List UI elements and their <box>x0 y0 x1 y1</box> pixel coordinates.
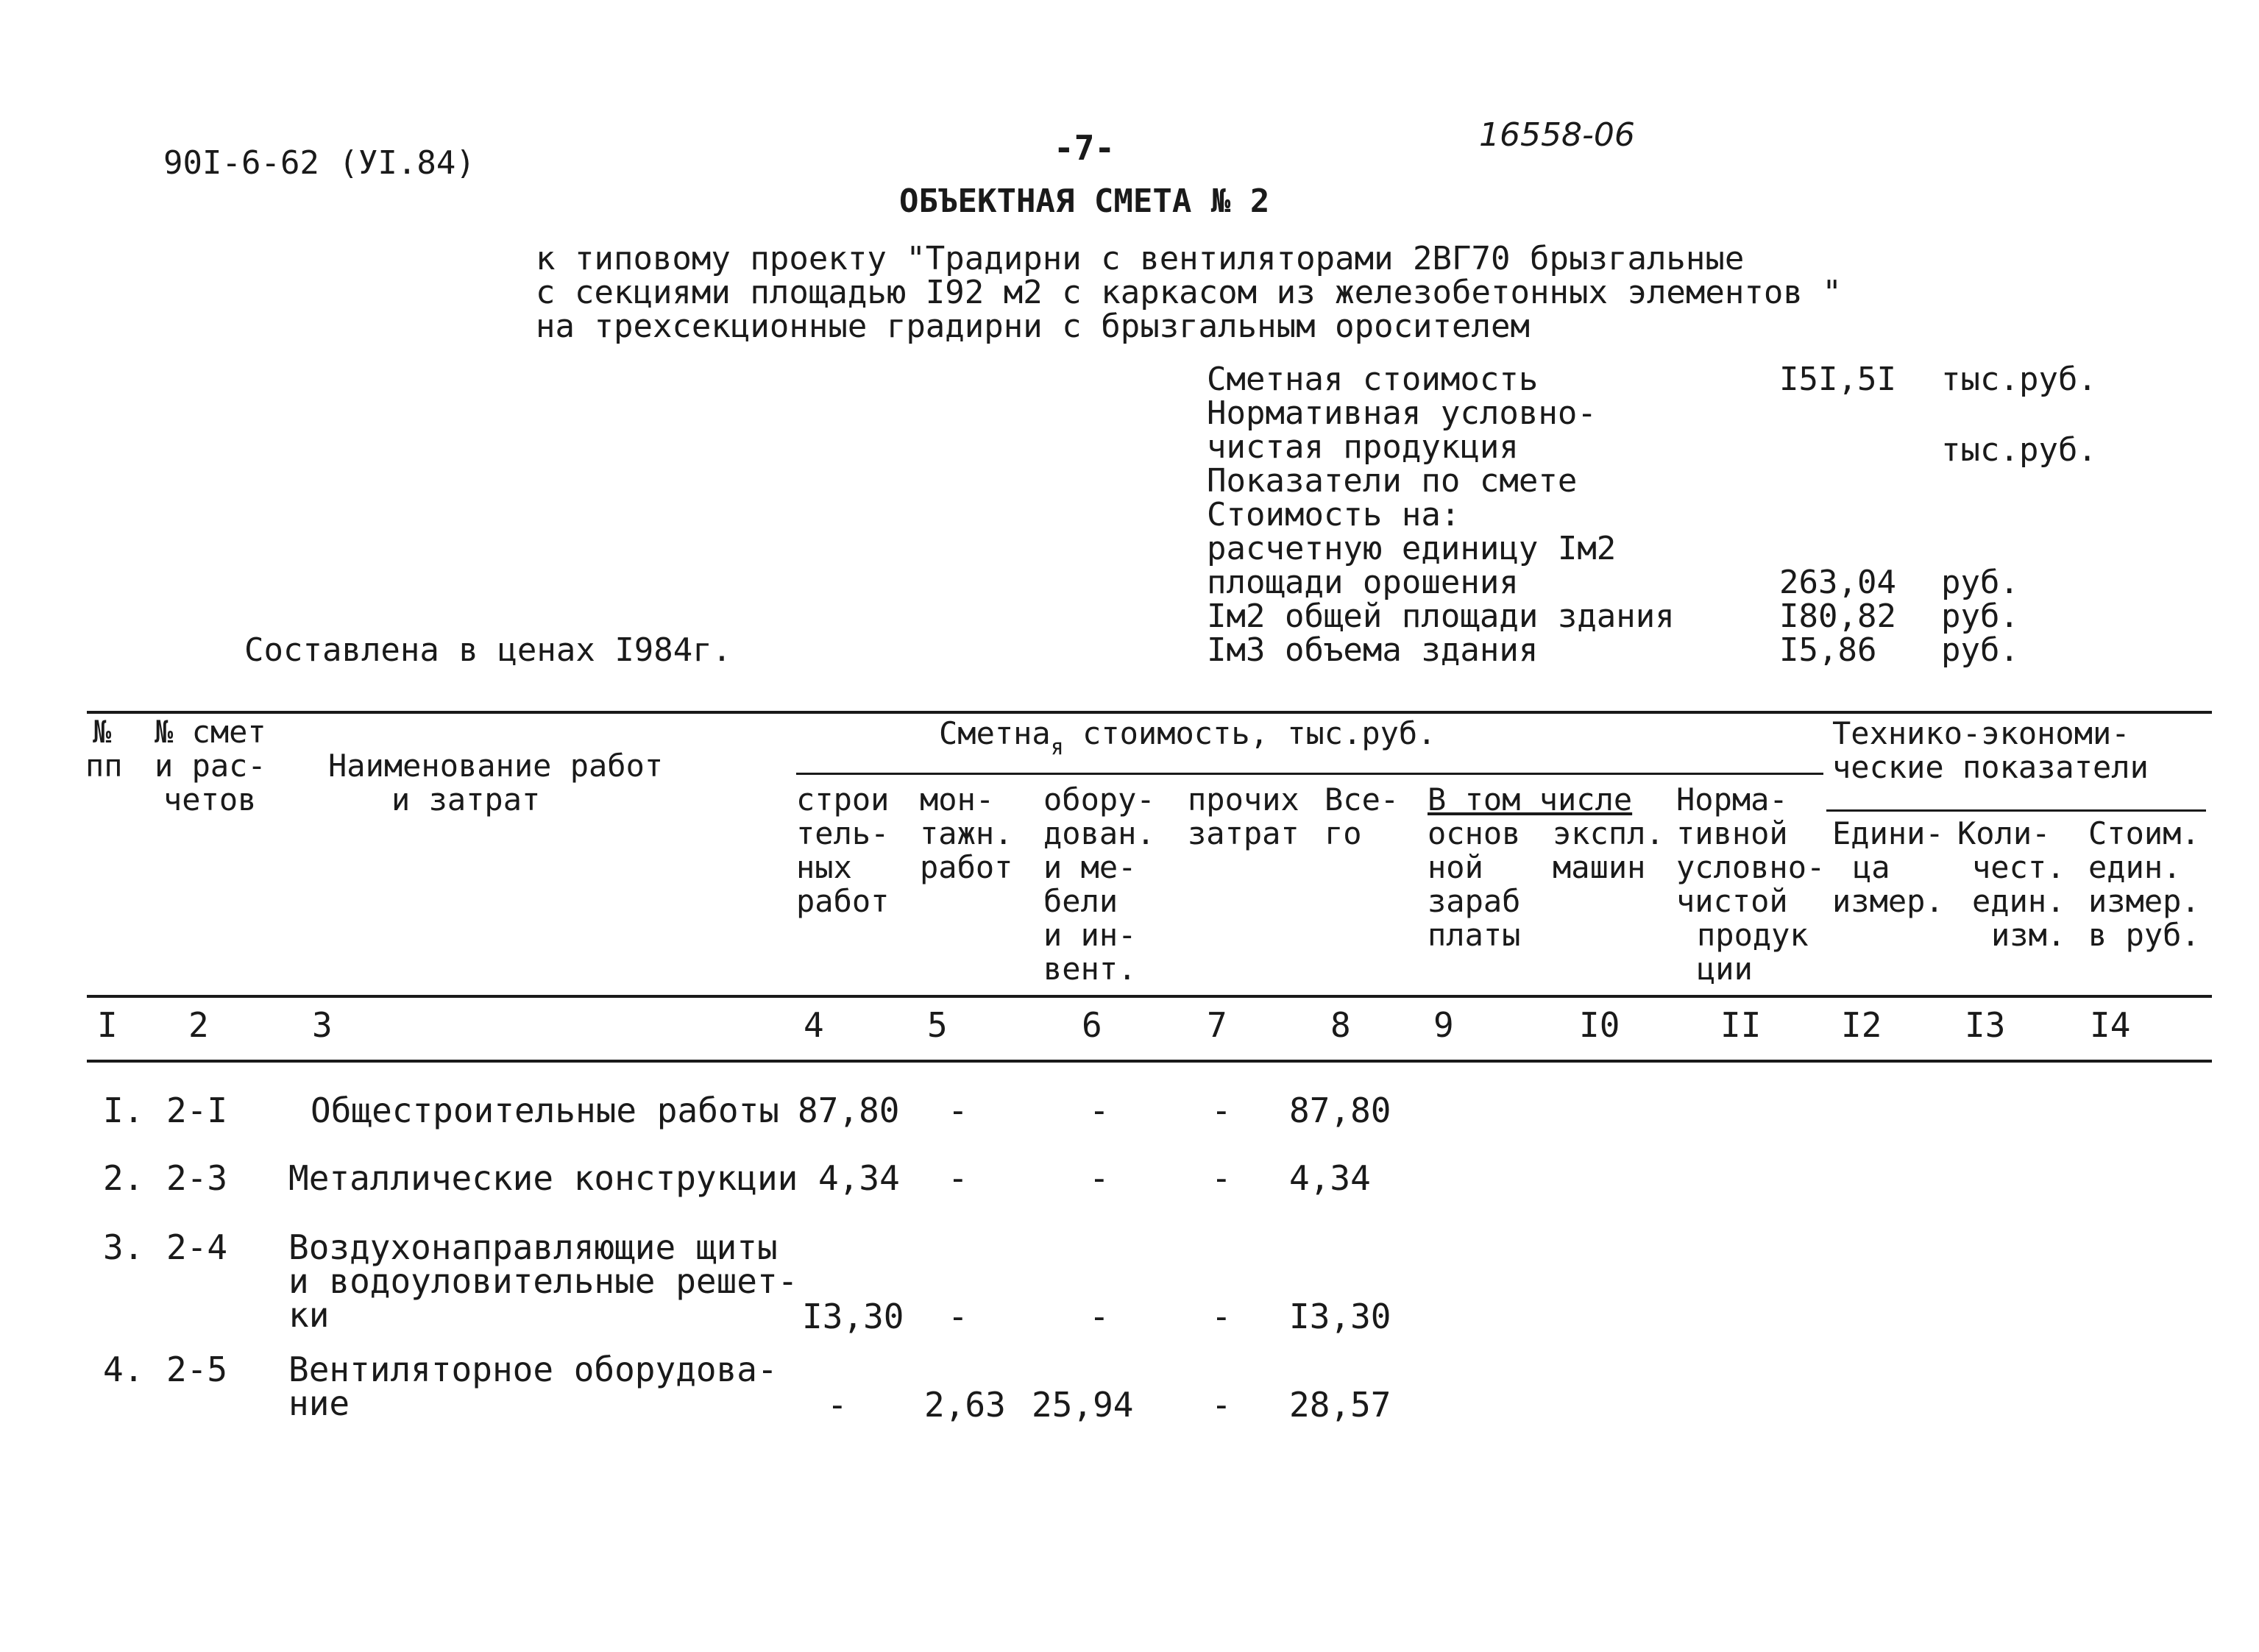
col-header-quantity: чест. <box>1972 849 2065 885</box>
summary-label: расчетную единицу Iм2 <box>1207 530 1617 567</box>
col-header-construction: работ <box>796 883 890 919</box>
row-other: - <box>1211 1091 1232 1130</box>
row-equipment: - <box>1089 1297 1110 1336</box>
col-header-net-product: тивной <box>1676 815 1788 851</box>
col-header-name: и затрат <box>391 781 541 818</box>
including-group-header: В том числе <box>1428 781 1633 818</box>
row-total: 4,34 <box>1289 1158 1371 1198</box>
col-header-wages: платы <box>1428 917 1521 953</box>
row-name: Металлические конструкции <box>288 1158 798 1198</box>
header-bottom-rule <box>87 995 2212 998</box>
col-header-quantity: изм. <box>1991 917 2066 953</box>
page-number: -7- <box>1054 128 1116 168</box>
row-other: - <box>1211 1385 1232 1425</box>
column-number: 5 <box>927 1005 948 1045</box>
summary-unit: тыс.руб. <box>1941 431 2097 469</box>
row-total: 28,57 <box>1289 1385 1391 1425</box>
row-construction: 87,80 <box>798 1091 900 1130</box>
column-number: 2 <box>188 1005 209 1045</box>
col-header-wages: ной <box>1428 849 1483 885</box>
row-number: 2. <box>103 1158 144 1198</box>
row-installation: 2,63 <box>924 1385 1006 1425</box>
col-header-num: пп <box>85 748 123 784</box>
row-installation: - <box>948 1158 968 1198</box>
col-header-installation: мон- <box>920 781 995 818</box>
summary-label: Iм3 объема здания <box>1207 631 1539 669</box>
column-number: II <box>1720 1005 1762 1045</box>
column-number: 9 <box>1433 1005 1454 1045</box>
col-header-equipment: и ме- <box>1043 849 1137 885</box>
row-construction: 4,34 <box>818 1158 900 1198</box>
col-header-equipment: дован. <box>1043 815 1155 851</box>
col-header-other: прочих <box>1188 781 1299 818</box>
document-title: ОБЪЕКТНАЯ СМЕТА № 2 <box>899 182 1270 220</box>
summary-value: I5I,5I <box>1779 361 1896 398</box>
row-name: Воздухонаправляющие щиты <box>288 1227 778 1267</box>
col-header-unit-cost: Стоим. <box>2088 815 2200 851</box>
col-header-equipment: и ин- <box>1043 917 1137 953</box>
subtitle-line: к типовому проекту "Традирни с вентиляторами 2ВГ70 брызгальные <box>536 240 1745 277</box>
cost-group-header: Сметна$_я$ стоимость, тыс.руб. <box>939 715 1436 760</box>
summary-label: чистая продукция <box>1207 428 1519 466</box>
summary-label: Показатели по смете <box>1207 462 1578 500</box>
col-header-installation: тажн. <box>920 815 1013 851</box>
col-header-unit: Едини- <box>1832 815 1944 851</box>
col-header-quantity: Коли- <box>1957 815 2051 851</box>
row-construction: - <box>827 1385 848 1425</box>
row-name: Вентиляторное оборудова- <box>288 1350 778 1389</box>
summary-value: I80,82 <box>1779 598 1896 635</box>
col-header-unit: ца <box>1853 849 1890 885</box>
table-top-rule <box>87 711 2212 714</box>
column-number: 7 <box>1207 1005 1227 1045</box>
col-header-construction: строи <box>796 781 890 818</box>
summary-label: Iм2 общей площади здания <box>1207 598 1675 635</box>
row-equipment: - <box>1089 1158 1110 1198</box>
row-number: 4. <box>103 1350 144 1389</box>
row-name: Общестроительные работы <box>311 1091 779 1130</box>
col-header-machines: машин <box>1553 849 1646 885</box>
subtitle-line: с секциями площадью I92 м2 с каркасом из железобетонных элементов " <box>536 274 1842 311</box>
row-equipment: 25,94 <box>1032 1385 1134 1425</box>
col-header-unit-cost: в руб. <box>2088 917 2200 953</box>
col-header-unit-cost: измер. <box>2088 883 2200 919</box>
summary-label: Стоимость на: <box>1207 496 1461 533</box>
col-header-wages: основ <box>1428 815 1521 851</box>
row-total: 87,80 <box>1289 1091 1391 1130</box>
tech-group-header: ческие показатели <box>1832 749 2149 785</box>
col-header-construction: ных <box>796 849 852 885</box>
col-header-equipment: вент. <box>1043 951 1137 987</box>
row-other: - <box>1211 1158 1232 1198</box>
col-header-net-product: Норма- <box>1676 781 1788 818</box>
summary-value: I5,86 <box>1779 631 1877 669</box>
summary-label: площади орошения <box>1207 564 1519 601</box>
column-number: 8 <box>1330 1005 1351 1045</box>
summary-unit: тыс.руб. <box>1941 361 2097 398</box>
col-header-net-product: условно- <box>1676 849 1826 885</box>
col-header-other: затрат <box>1188 815 1299 851</box>
col-header-equipment: обору- <box>1043 781 1155 818</box>
col-header-num: № <box>93 714 112 750</box>
col-header-unit-cost: един. <box>2088 849 2182 885</box>
col-header-machines: экспл. <box>1553 815 1664 851</box>
prices-note: Составлена в ценах I984г. <box>244 631 732 669</box>
column-number: 3 <box>312 1005 333 1045</box>
summary-label: Сметная стоимость <box>1207 361 1539 398</box>
row-number: 3. <box>103 1227 144 1267</box>
column-number: I0 <box>1579 1005 1620 1045</box>
row-code: 2-3 <box>166 1158 228 1198</box>
row-construction: I3,30 <box>802 1297 904 1336</box>
subtitle-line: на трехсекционные градирни с брызгальным оросителем <box>536 308 1531 345</box>
summary-label: Нормативная условно- <box>1207 394 1597 432</box>
row-name: ки <box>288 1295 330 1335</box>
handwritten-number: 16558-06 <box>1479 116 1635 154</box>
col-header-wages: зараб <box>1428 883 1521 919</box>
row-code: 2-4 <box>166 1227 228 1267</box>
column-number: I4 <box>2090 1005 2131 1045</box>
col-header-total: го <box>1324 815 1362 851</box>
row-equipment: - <box>1089 1091 1110 1130</box>
col-header-code: № смет <box>155 714 266 750</box>
col-header-net-product: продук <box>1697 917 1809 953</box>
col-header-name: Наименование работ <box>328 748 664 784</box>
row-total: I3,30 <box>1289 1297 1391 1336</box>
row-name: ние <box>288 1383 350 1423</box>
row-other: - <box>1211 1297 1232 1336</box>
numbers-bottom-rule <box>87 1060 2212 1063</box>
col-header-installation: работ <box>920 849 1013 885</box>
column-number: 6 <box>1082 1005 1102 1045</box>
col-header-construction: тель- <box>796 815 890 851</box>
summary-value: 263,04 <box>1779 564 1896 601</box>
summary-unit: руб. <box>1941 631 2019 669</box>
tech-group-rule <box>1826 809 2206 812</box>
cost-group-rule <box>796 773 1823 775</box>
column-number: I <box>97 1005 118 1045</box>
column-number: 4 <box>804 1005 824 1045</box>
row-installation: - <box>948 1091 968 1130</box>
summary-unit: руб. <box>1941 598 2019 635</box>
row-installation: - <box>948 1297 968 1336</box>
column-number: I3 <box>1965 1005 2006 1045</box>
tech-group-header: Технико-экономи- <box>1832 715 2130 751</box>
col-header-quantity: един. <box>1972 883 2065 919</box>
col-header-code: четов <box>163 781 257 818</box>
document-code: 90I-6-62 (УI.84) <box>163 144 475 182</box>
row-name: и водоуловительные решет- <box>288 1261 798 1301</box>
column-number: I2 <box>1841 1005 1882 1045</box>
col-header-total: Все- <box>1324 781 1400 818</box>
col-header-net-product: ции <box>1697 951 1753 987</box>
row-number: I. <box>103 1091 144 1130</box>
col-header-code: и рас- <box>155 748 266 784</box>
summary-unit: руб. <box>1941 564 2019 601</box>
col-header-equipment: бели <box>1043 883 1118 919</box>
col-header-net-product: чистой <box>1676 883 1788 919</box>
col-header-unit: измер. <box>1832 883 1944 919</box>
row-code: 2-5 <box>166 1350 228 1389</box>
row-code: 2-I <box>166 1091 228 1130</box>
